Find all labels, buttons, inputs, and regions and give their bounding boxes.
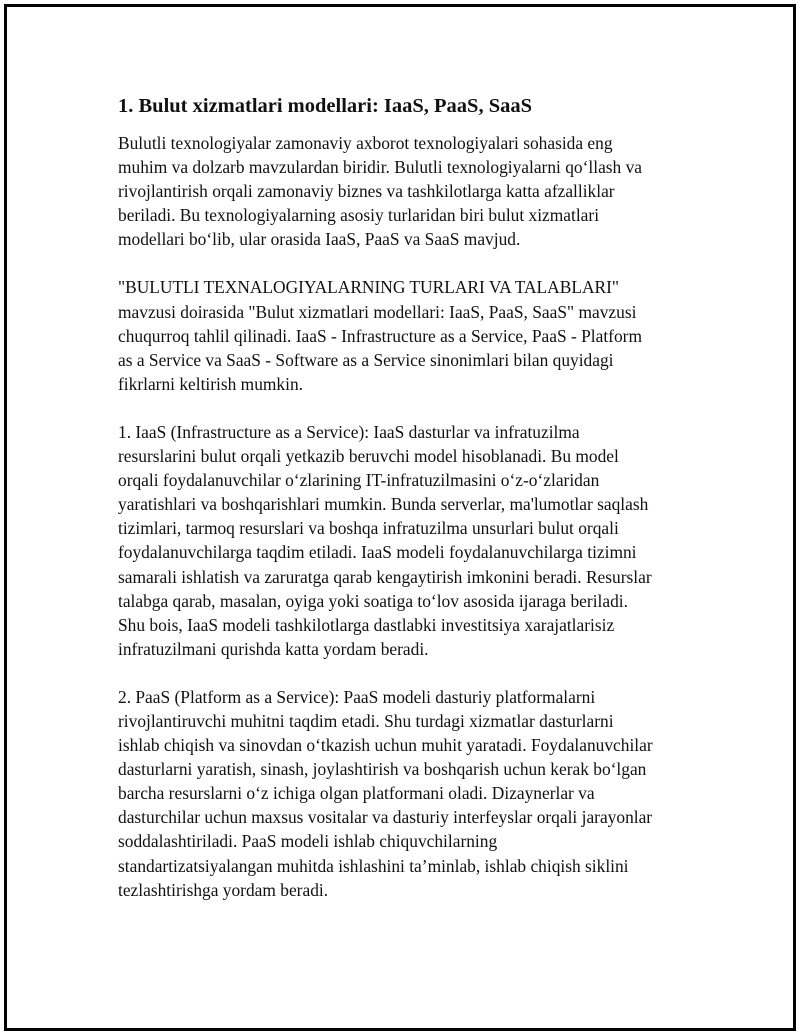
document-title: 1. Bulut xizmatlari modellari: IaaS, PaaS, SaaS xyxy=(118,95,533,117)
paragraph-paas: 2. PaaS (Platform as a Service): PaaS modeli dasturiy platformalarni rivojlantiruvchi muhitni taqdim etadi. Shu turdagi xizmatlar dasturlarni ishlab chiqish va sinovdan o‘tkazish uchun muhit yaratadi. Foydalanuvchilar dasturlarni yaratish, sinash, joylashtirish va boshqarish uchun kerak bo‘lgan barcha resurslarni o‘z ichiga olgan platformani oladi. Dizaynerlar va dasturchilar uchun maxsus vositalar va dasturiy interfeyslar orqali jarayonlar soddalashtiriladi. PaaS modeli ishlab chiquvchilarning standartizatsiyalangan muhitda ishlashini ta’minlab, ishlab chiqish siklini tezlashtirishga yordam beradi. xyxy=(118,686,653,900)
paragraph-intro: Bulutli texnologiyalar zamonaviy axborot texnologiyalari sohasida eng muhim va dolzarb mavzulardan biridir. Bulutli texnologiyalarni qo‘llash va rivojlantirish orqali zamonaviy biznes va tashkilotlarga katta afzalliklar beriladi. Bu texnologiyalarning asosiy turlaridan biri bulut xizmatlari modellari bo‘lib, ular orasida IaaS, PaaS va SaaS mavjud. xyxy=(118,133,643,250)
paragraph-topic: "BULUTLI TEXNALOGIYALARNING TURLARI VA TALABLARI" mavzusi doirasida "Bulut xizmatlari modellari: IaaS, PaaS, SaaS" mavzusi chuqurroq tahlil qilinadi. IaaS - Infrastructure as a Service, PaaS - Platform as a Service va SaaS - Software as a Service sinonimlari bilan quyidagi fikrlarni keltirish mumkin. xyxy=(118,277,642,394)
document-body xyxy=(118,92,698,926)
paragraph-iaas: 1. IaaS (Infrastructure as a Service): IaaS dasturlar va infratuzilma resurslarini bulut orqali yetkazib beruvchi model hisoblanadi. Bu model orqali foydalanuvchilar o‘zlarining IT-infratuzilmasini o‘z-o‘zlaridan yaratishlari va boshqarishlari mumkin. Bunda serverlar, ma'lumotlar saqlash tizimlari, tarmoq resurslari va boshqa infratuzilma unsurlari bulut orqali foydalanuvchilarga taqdim etiladi. IaaS modeli foydalanuvchilarga tizimni samarali ishlatish va zaruratga qarab kengaytirish imkonini beradi. Resurslar talabga qarab, masalan, oyiga yoki soatiga to‘lov asosida ijaraga beriladi. Shu bois, IaaS modeli tashkilotlarga dastlabki investitsiya xarajatlarisiz infratuzilmani qurishda katta yordam beradi. xyxy=(118,421,652,659)
